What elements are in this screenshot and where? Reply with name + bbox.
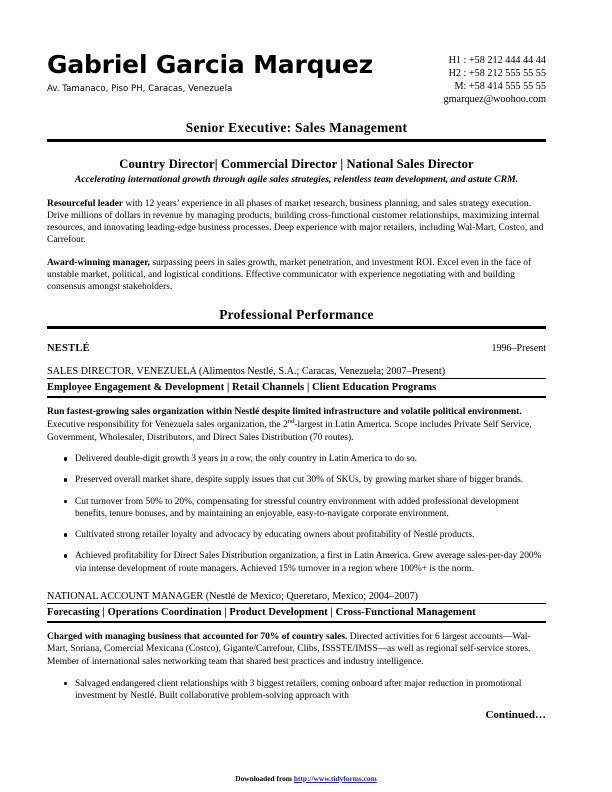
section-rule: [47, 326, 546, 329]
headline-text: Senior Executive: Sales Management: [185, 120, 408, 136]
role-title: SALES DIRECTOR, VENEZUELA (Alimentos Nestlé, S.A.; Caracas, Venezuela; 2007–Present): [47, 366, 446, 378]
summary-lead: Award-winning manager,: [47, 257, 150, 268]
role-keywords: Employee Engagement & Development | Retail Channels | Client Education Programs: [47, 382, 437, 394]
employer-row: [47, 343, 546, 354]
continued-marker: Continued…: [485, 709, 546, 722]
role-intro: [47, 406, 546, 444]
section-title: Professional Performance: [219, 307, 374, 323]
list-item: Salvaged endangered client relationships with 3 biggest retailers, coming onboard after major reduction in promotional investment by Nestlé. Built collaborative problem-solving approach with: [47, 678, 546, 702]
phone-mobile: M: +58 414 555 55 55: [454, 81, 546, 93]
resume-header: [47, 0, 546, 106]
page-footer: [0, 774, 612, 783]
resume-content: [47, 0, 546, 721]
candidate-name: Gabriel Garcia Marquez: [47, 50, 373, 79]
contact-block: [444, 52, 546, 106]
role-intro-text-b: -largest in Latin America. Scope includes Private Self Service, Government, Wholesaler, Distributors, and Direct Sales Distribution (70 routes).: [47, 420, 532, 443]
phone-home-2: H2 : +58 212 555 55 55: [448, 68, 546, 80]
email-address: gmarquez@woohoo.com: [443, 94, 546, 106]
name-block: [47, 52, 373, 94]
employer-name: NESTLÉ: [47, 343, 90, 355]
role-intro-lead: Run fastest-growing sales organization within Nestlé despite limited infrastructure and volatile political environment.: [47, 407, 522, 418]
headline-rule: [47, 139, 546, 142]
role-keywords-wrap: [47, 378, 546, 398]
list-item: Delivered double-digit growth 3 years in a row, the only country in Latin America to do so.: [47, 453, 546, 465]
list-item: Cultivated strong retailer loyalty and advocacy by educating owners about profitability of Nestlé products.: [47, 529, 546, 541]
role-intro-lead: Charged with managing business that accounted for 70% of country sales.: [47, 631, 348, 642]
role-bullet-list: [47, 453, 546, 575]
list-item: Cut turnover from 50% to 20%, compensating for stressful country environment with added professional development benefits, tenure bonuses, and by maintaining an enjoyable, easy-to-navigate corporate environment.: [47, 496, 546, 520]
footer-label: Downloaded from: [235, 774, 294, 783]
role-keywords-wrap: [47, 603, 546, 623]
target-tagline: Accelerating international growth through agile sales strategies, relentless team development, and astute CRM.: [74, 174, 519, 186]
summary-paragraph: [47, 198, 546, 247]
phone-home-1: H1 : +58 212 444 44 44: [448, 55, 546, 66]
role-bullet-list: [47, 678, 546, 702]
list-item: Achieved profitability for Direct Sales Distribution organization, a first in Latin America. Grew average sales-per-day 200% via intense development of route managers. Achieved 15% turnover in a region where 100%+ is the norm.: [47, 550, 546, 574]
employer-dates: 1996–Present: [491, 343, 546, 355]
target-titles: Country Director| Commercial Director | National Sales Director: [119, 157, 474, 172]
summary-text: surpassing peers in sales growth, market penetration, and investment ROI. Excel even in the face of unstable market, political, and logistical conditions. Effective communicator with experience negotiating with and building consensus amongst stakeholders.: [47, 257, 532, 292]
footer-link[interactable]: http://www.tidyforms.com: [293, 774, 377, 783]
role-intro-text-a: Directed activities for 6 largest accounts—Wal-Mart, Soriana, Comercial Mexicana (Costco), Gigante/Carrefour, Clibs, ISSSTE/IMSS—as well as regional self-service stores. Member of international sales networking team that shared best practices and industry intelligence.: [47, 631, 531, 668]
ordinal-suffix: nd: [287, 418, 295, 426]
summary-lead: Resourceful leader: [47, 199, 124, 210]
candidate-address: Av. Tamanaco, Piso PH, Caracas, Venezuela: [47, 84, 233, 94]
role-keywords: Forecasting | Operations Coordination | Product Development | Cross-Functional Management: [47, 606, 476, 618]
role-intro: [47, 631, 546, 669]
role-intro-text-a: Executive responsibility for Venezuela sales organization, the 2: [47, 420, 288, 431]
summary-paragraph: [47, 257, 546, 293]
summary-text: with 12 years’ experience in all phases of market research, business planning, and sales strategy execution. Drive millions of dollars in revenue by managing products, building cross-functional customer relationships, maximizing internal resources, and innovating leading-edge business processes. Deep experience with major retailers, including Wal-Mart, Costco, and Carrefour.: [47, 199, 544, 246]
list-item: Preserved overall market share, despite supply issues that cut 30% of SKUs, by growing market share of bigger brands.: [47, 474, 546, 486]
role-title: NATIONAL ACCOUNT MANAGER (Nestlé de Mexico; Queretaro, Mexico; 2004–2007): [47, 590, 418, 602]
